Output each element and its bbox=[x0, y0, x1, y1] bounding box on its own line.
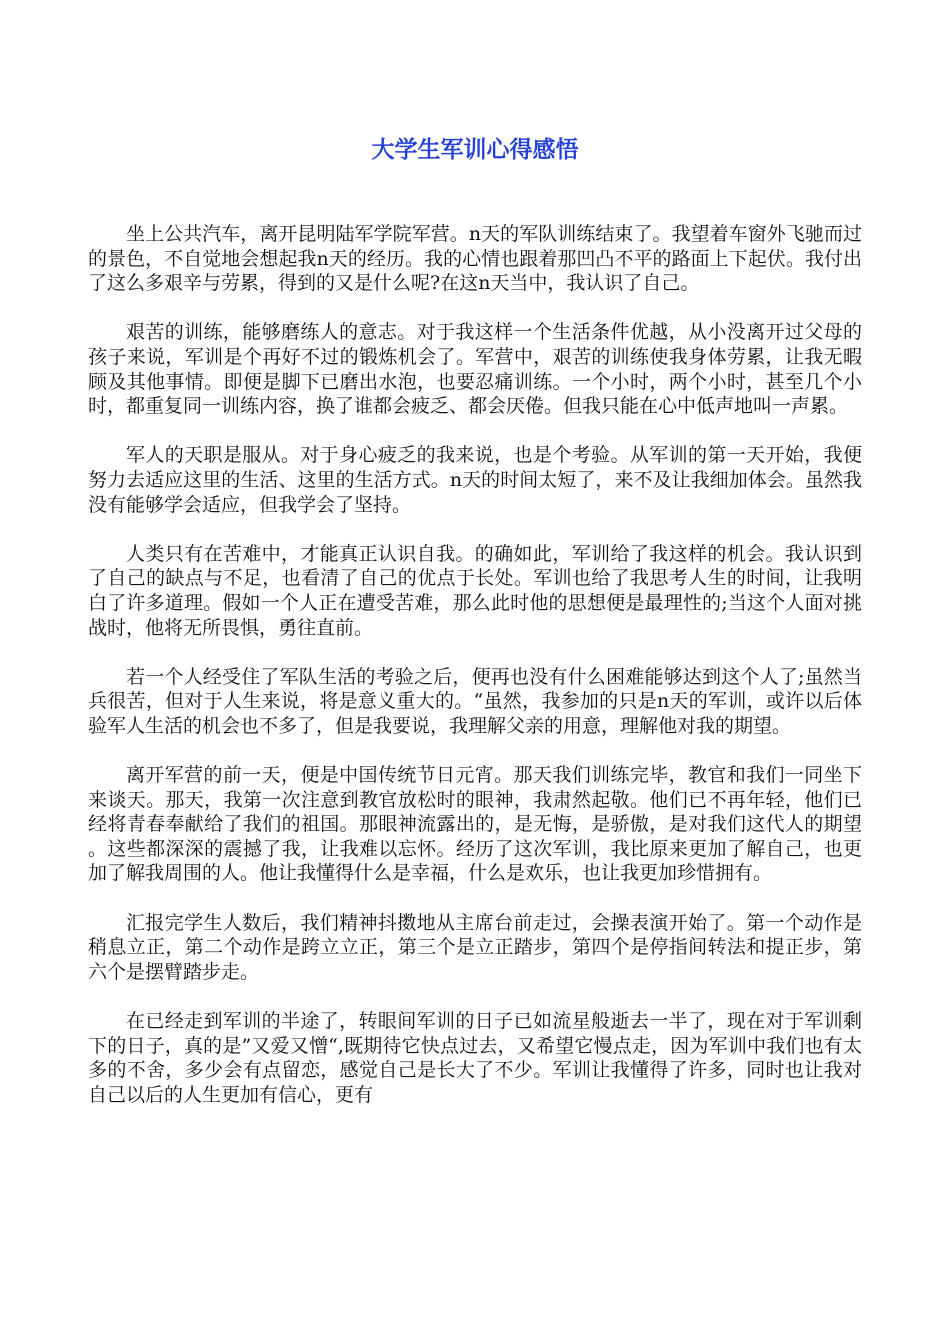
paragraph-3: 军人的天职是服从。对于身心疲乏的我来说，也是个考验。从军训的第一天开始，我便努力去适应这里的生活、这里的生活方式。n天的时间太短了，来不及让我细加体会。虽然我没有能够学会适应，但我学会了坚持。 bbox=[88, 444, 862, 516]
paragraph-6: 离开军营的前一天，便是中国传统节日元宵。那天我们训练完毕，教官和我们一同坐下来谈天。那天，我第一次注意到教官放松时的眼神，我肃然起敬。他们已不再年轻，他们已经将青春奉献给了我们的祖国。那眼神流露出的，是无悔，是骄傲，是对我们这代人的期望。这些都深深的震撼了我，让我难以忘怀。经历了这次军训，我比原来更加了解自己，也更加了解我周围的人。他让我懂得什么是幸福，什么是欢乐，也让我更加珍惜拥有。 bbox=[88, 764, 862, 885]
paragraph-4: 人类只有在苦难中，才能真正认识自我。的确如此，军训给了我这样的机会。我认识到了自己的缺点与不足，也看清了自己的优点于长处。军训也给了我思考人生的时间，让我明白了许多道理。假如一个人正在遭受苦难，那么此时他的思想便是最理性的;当这个人面对挑战时，他将无所畏惧，勇往直前。 bbox=[88, 542, 862, 639]
paragraph-7: 汇报完学生人数后，我们精神抖擞地从主席台前走过，会操表演开始了。第一个动作是稍息立正，第二个动作是跨立立正，第三个是立正踏步，第四个是停指间转法和提正步，第六个是摆臂踏步走。 bbox=[88, 911, 862, 983]
paragraph-5: 若一个人经受住了军队生活的考验之后，便再也没有什么困难能够达到这个人了;虽然当兵很苦，但对于人生来说，将是意义重大的。“虽然，我参加的只是n天的军训，或许以后体验军人生活的机会也不多了，但是我要说，我理解父亲的用意，理解他对我的期望。 bbox=[88, 665, 862, 737]
paragraph-8: 在已经走到军训的半途了，转眼间军训的日子已如流星般逝去一半了，现在对于军训剩下的日子，真的是”又爱又憎“,既期待它快点过去，又希望它慢点走，因为军训中我们也有太多的不舍，多少会有点留恋，感觉自己是长大了不少。军训让我懂得了许多，同时也让我对自己以后的人生更加有信心，更有 bbox=[88, 1010, 862, 1106]
document-title: 大学生军训心得感悟 bbox=[371, 137, 579, 163]
paragraph-1: 坐上公共汽车，离开昆明陆军学院军营。n天的军队训练结束了。我望着车窗外飞驰而过的景色，不自觉地会想起我n天的经历。我的心情也跟着那凹凸不平的路面上下起伏。我付出了这么多艰辛与劳累，得到的又是什么呢?在这n天当中，我认识了自己。 bbox=[88, 223, 862, 295]
document-body bbox=[88, 222, 862, 1132]
paragraph-2: 艰苦的训练，能够磨练人的意志。对于我这样一个生活条件优越，从小没离开过父母的孩子来说，军训是个再好不过的锻炼机会了。军营中，艰苦的训练使我身体劳累，让我无暇顾及其他事情。即便是脚下已磨出水泡，也要忍痛训练。一个小时，两个小时，甚至几个小时，都重复同一训练内容，换了谁都会疲乏、都会厌倦。但我只能在心中低声地叫一声累。 bbox=[88, 321, 862, 418]
